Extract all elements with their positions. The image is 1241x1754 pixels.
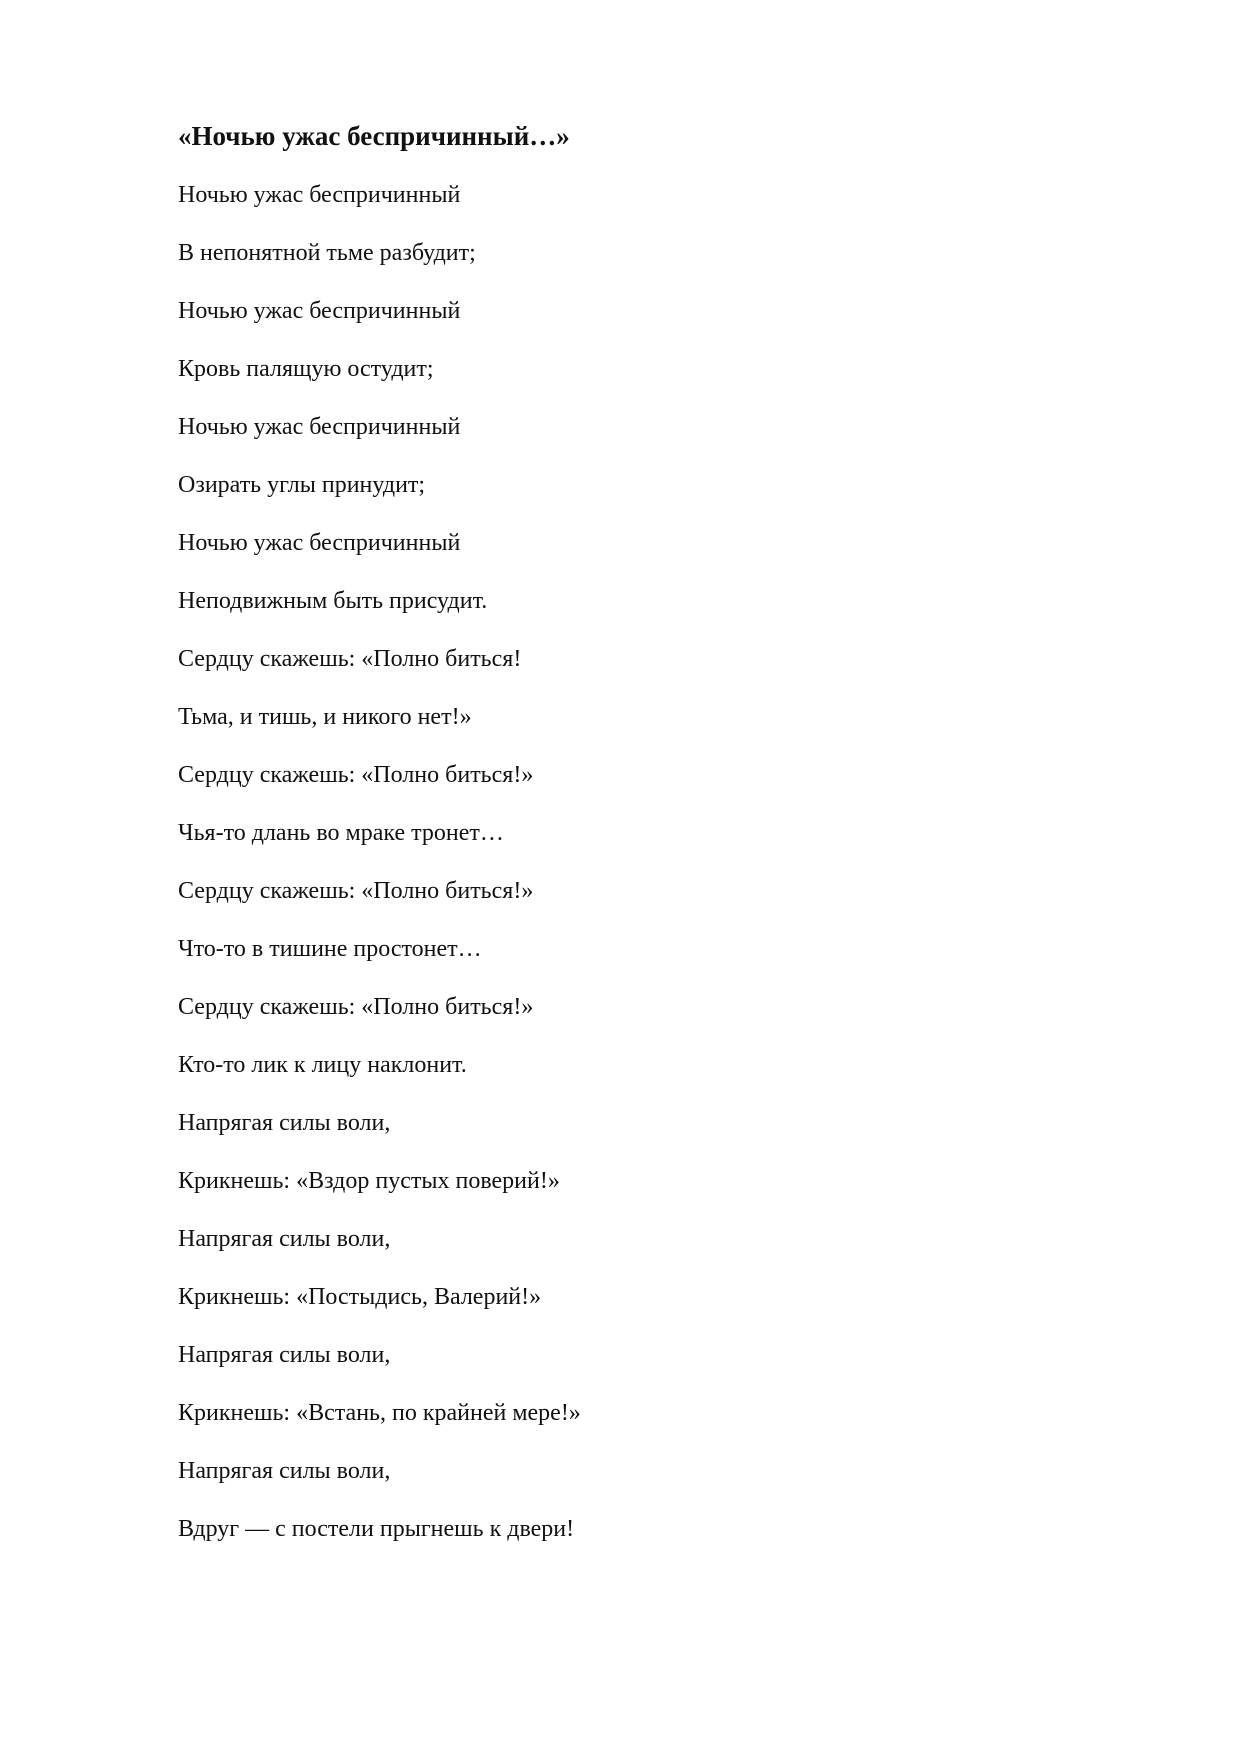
poem-title: «Ночью ужас беспричинный…» <box>178 121 570 151</box>
poem-line: В непонятной тьме разбудит; <box>178 240 476 266</box>
poem-line: Ночью ужас беспричинный <box>178 530 461 556</box>
poem-line: Сердцу скажешь: «Полно биться!» <box>178 878 534 904</box>
poem-line: Кто-то лик к лицу наклонит. <box>178 1052 467 1078</box>
poem-line: Напрягая силы воли, <box>178 1226 391 1252</box>
poem-body <box>178 175 581 1567</box>
poem-line: Сердцу скажешь: «Полно биться!» <box>178 994 534 1020</box>
poem-line: Сердцу скажешь: «Полно биться! <box>178 646 522 672</box>
poem-line: Напрягая силы воли, <box>178 1458 391 1484</box>
poem-line: Крикнешь: «Постыдись, Валерий!» <box>178 1284 542 1310</box>
poem-line: Тьма, и тишь, и никого нет!» <box>178 704 472 730</box>
poem-line: Вдруг — с постели прыгнешь к двери! <box>178 1516 575 1542</box>
poem-line: Неподвижным быть присудит. <box>178 588 488 614</box>
poem-line: Ночью ужас беспричинный <box>178 298 461 324</box>
poem-line: Крикнешь: «Вздор пустых поверий!» <box>178 1168 560 1194</box>
poem-line: Кровь палящую остудит; <box>178 356 434 382</box>
poem-line: Чья-то длань во мраке тронет… <box>178 820 504 846</box>
poem-line: Крикнешь: «Встань, по крайней мере!» <box>178 1400 581 1426</box>
poem-line: Ночью ужас беспричинный <box>178 414 461 440</box>
poem-line: Напрягая силы воли, <box>178 1342 391 1368</box>
poem-line: Озирать углы принудит; <box>178 472 426 498</box>
poem-line: Сердцу скажешь: «Полно биться!» <box>178 762 534 788</box>
poem-line: Что-то в тишине простонет… <box>178 936 482 962</box>
poem-line: Напрягая силы воли, <box>178 1110 391 1136</box>
poem-line: Ночью ужас беспричинный <box>178 182 461 208</box>
